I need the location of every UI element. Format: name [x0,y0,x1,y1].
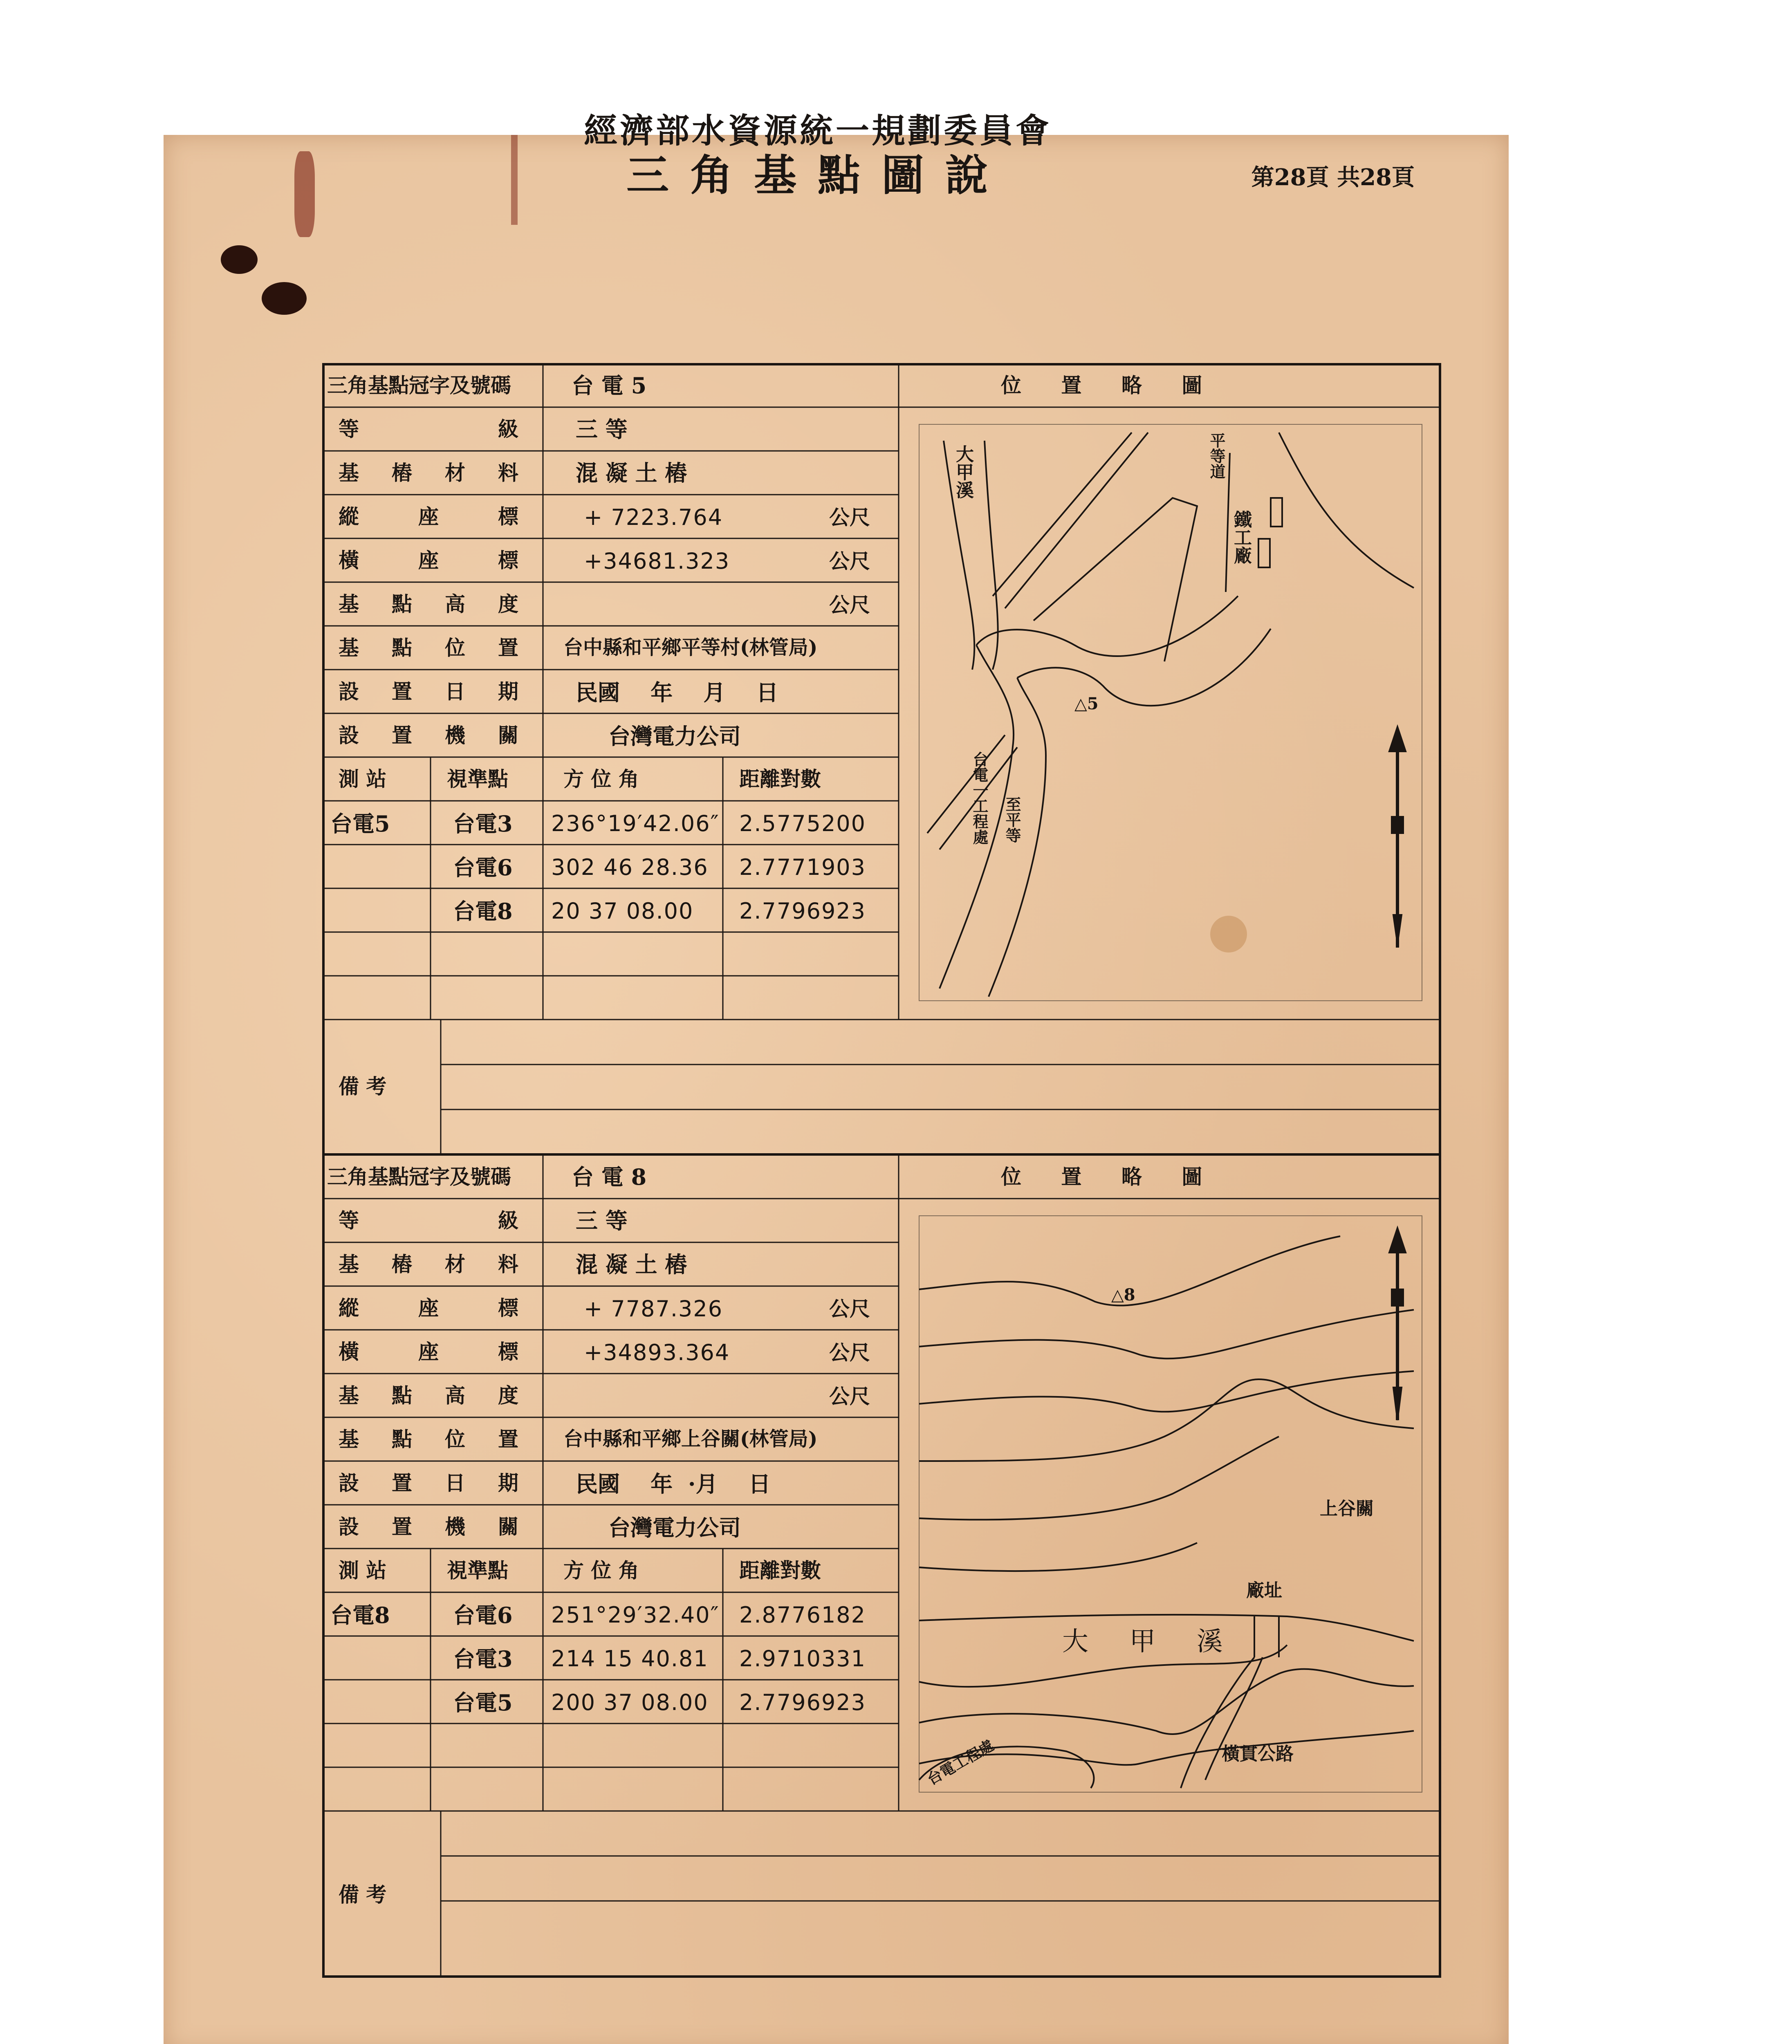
north-label-char: 座 [418,1296,439,1320]
map-header: 位 置 略 圖 [1001,373,1219,397]
date-label-char: 置 [392,679,412,704]
azimuth-header: 方 位 角 [563,767,639,791]
east-unit: 公尺 [829,549,870,573]
date-label-char: 期 [498,679,518,704]
east-label-char: 標 [498,548,518,572]
survey-form [322,363,1441,1978]
station-header: 測 站 [339,1558,387,1582]
elevation-label-char: 度 [498,1383,518,1407]
grade-label-char: 等 [339,1208,359,1233]
location-label-char: 基 [339,636,359,660]
material-value: 混 凝 土 樁 [576,1251,687,1278]
location-label-char: 點 [392,636,412,660]
office-label: 台電工程處 [924,1737,997,1788]
ink-stain [262,282,307,315]
obs-azimuth: 236°19′42.06″ [551,811,720,836]
building-label: 鐵工廠 [1231,510,1251,564]
north-label-char: 標 [498,504,518,529]
date-label [339,681,518,702]
obs-logdist: 2.7771903 [739,854,866,880]
obs-azimuth: 200 37 08.00 [551,1690,709,1715]
logdist-header: 距離對數 [739,1558,821,1582]
location-sketch-map [911,416,1430,1009]
east-label-char: 座 [418,1340,439,1364]
obs-azimuth: 20 37 08.00 [551,898,694,924]
elevation-label-char: 高 [445,592,465,616]
location-value: 台中縣和平鄉平等村(林管局) [563,636,818,659]
elevation-label-char: 點 [392,592,412,616]
agency-value: 台灣電力公司 [608,1515,741,1541]
agency-label [339,1517,518,1537]
agency-label-char: 關 [498,1515,518,1539]
date-label-char: 設 [339,1471,359,1495]
ink-stain [294,151,315,237]
elevation-label [339,594,518,614]
east-label-char: 橫 [339,548,359,572]
obs-target: 台電6 [453,1602,513,1628]
east-label [339,550,518,571]
obs-logdist: 2.7796923 [739,898,866,924]
remarks-label: 備 考 [339,1074,387,1098]
north-value: + 7223.764 [584,504,723,530]
code-label: 三角基點冠字及號碼 [327,373,511,397]
date-label-char: 日 [445,679,465,704]
obs-target: 台電6 [453,854,513,881]
agency-label-char: 置 [392,1515,412,1539]
east-label [339,1342,518,1362]
code-label: 三角基點冠字及號碼 [327,1165,511,1189]
location-label-char: 置 [498,636,518,660]
triangulation-mark: △8 [1111,1285,1135,1304]
elevation-label-char: 基 [339,592,359,616]
document-title: 三角基點圖說 [626,150,1009,200]
obs-azimuth: 251°29′32.40″ [551,1602,720,1628]
road-label: 台電一工程處 [970,751,989,845]
grade-label [339,419,518,439]
map-header: 位 置 略 圖 [1001,1165,1219,1189]
station-value: 台電8 [330,1602,390,1628]
location-label-char: 基 [339,1427,359,1451]
north-unit: 公尺 [829,1297,870,1321]
date-label-char: 期 [498,1471,518,1495]
agency-label [339,725,518,746]
east-value: +34893.364 [584,1340,730,1365]
location-label-char: 置 [498,1427,518,1451]
east-label-char: 標 [498,1340,518,1364]
logdist-header: 距離對數 [739,767,821,791]
north-value: + 7787.326 [584,1296,723,1322]
date-label-char: 日 [445,1471,465,1495]
obs-logdist: 2.7796923 [739,1690,866,1715]
agency-label-char: 機 [445,1515,465,1539]
location-sketch-map [911,1208,1430,1800]
north-label-char: 縱 [339,504,359,529]
elevation-label-char: 高 [445,1383,465,1407]
north-label [339,1298,518,1318]
elevation-label-char: 基 [339,1383,359,1407]
elevation-label [339,1385,518,1406]
east-label-char: 橫 [339,1340,359,1364]
target-header: 視準點 [447,767,508,791]
ink-stain [221,245,258,274]
location-label-char: 位 [445,1427,465,1451]
elevation-unit: 公尺 [829,593,870,617]
date-label-char: 設 [339,679,359,704]
date-value: 民國 年 ·月 日 [576,1471,771,1497]
page-number: 第28頁 共28頁 [1251,164,1415,191]
location-label-char: 點 [392,1427,412,1451]
elevation-unit: 公尺 [829,1384,870,1408]
east-unit: 公尺 [829,1340,870,1365]
location-label [339,1429,518,1450]
east-value: +34681.323 [584,548,730,574]
remarks-label: 備 考 [339,1883,387,1907]
triangulation-mark: △5 [1074,694,1099,713]
material-label-char: 料 [498,1252,518,1276]
obs-target: 台電5 [453,1690,513,1716]
grade-label-char: 等 [339,417,359,441]
road-label: 至平等 [1003,796,1021,843]
code-value: 台 電 5 [572,372,647,399]
material-value: 混 凝 土 樁 [576,460,687,486]
east-label-char: 座 [418,548,439,572]
material-label [339,463,518,483]
material-label-char: 材 [445,461,465,485]
grade-label-char: 級 [498,417,518,441]
north-unit: 公尺 [829,505,870,529]
material-label [339,1254,518,1275]
road-label: 平等道 [1207,433,1226,479]
obs-target: 台電3 [453,811,513,837]
grade-label-char: 級 [498,1208,518,1233]
obs-target: 台電8 [453,898,513,924]
agency-label-char: 機 [445,723,465,747]
station-header: 測 站 [339,767,387,791]
river-label: 大甲溪 [953,445,973,499]
obs-logdist: 2.8776182 [739,1602,866,1628]
obs-logdist: 2.9710331 [739,1646,866,1672]
station-value: 台電5 [330,811,390,837]
material-label-char: 基 [339,461,359,485]
azimuth-header: 方 位 角 [563,1558,639,1582]
elevation-label-char: 點 [392,1383,412,1407]
agency-label-char: 置 [392,723,412,747]
agency-label-char: 關 [498,723,518,747]
grade-label [339,1210,518,1231]
material-label-char: 材 [445,1252,465,1276]
location-value: 台中縣和平鄉上谷關(林管局) [563,1428,818,1450]
grade-value: 三 等 [576,416,628,442]
location-label-char: 位 [445,636,465,660]
material-label-char: 料 [498,461,518,485]
date-label-char: 置 [392,1471,412,1495]
place-label: 上谷關 [1320,1498,1374,1519]
agency-label-char: 設 [339,1515,359,1539]
date-value: 民國 年 月 日 [576,679,778,706]
agency-label-char: 設 [339,723,359,747]
north-label-char: 標 [498,1296,518,1320]
river-label: 大 甲 溪 [1062,1627,1239,1657]
obs-target: 台電3 [453,1646,513,1672]
elevation-label-char: 度 [498,592,518,616]
obs-logdist: 2.5775200 [739,811,866,836]
sketch-map-drawing [911,416,1430,1009]
date-label [339,1473,518,1493]
location-label [339,638,518,658]
code-value: 台 電 8 [572,1164,647,1190]
north-label [339,504,518,529]
north-label-char: 縱 [339,1296,359,1320]
material-label-char: 基 [339,1252,359,1276]
road-label: 橫貫公路 [1222,1744,1294,1764]
material-label-char: 樁 [392,1252,412,1276]
agency-value: 台灣電力公司 [608,723,741,749]
site-label: 廠址 [1246,1580,1282,1601]
target-header: 視準點 [447,1558,508,1582]
north-label-char: 座 [418,504,439,529]
obs-azimuth: 214 15 40.81 [551,1646,709,1672]
organization-title: 經濟部水資源統一規劃委員會 [583,111,1052,150]
material-label-char: 樁 [392,461,412,485]
grade-value: 三 等 [576,1208,628,1234]
obs-azimuth: 302 46 28.36 [551,854,709,880]
